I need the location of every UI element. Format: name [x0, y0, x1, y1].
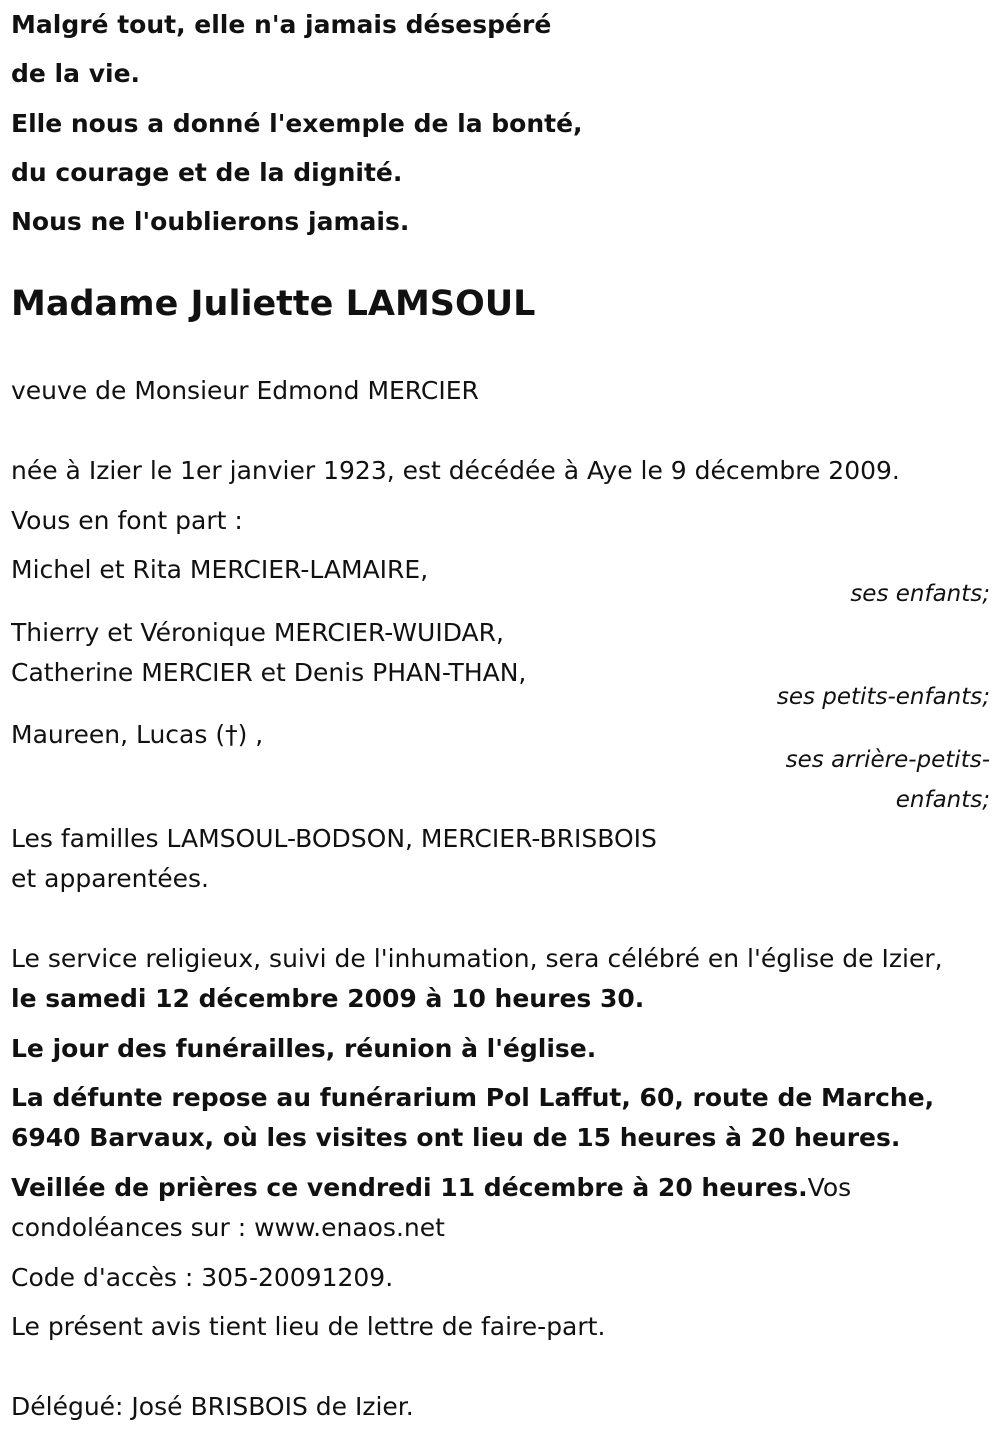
rest-location: 6940 Barvaux, où les visites ont lieu de 15 heures à 20 heures. — [11, 1123, 901, 1152]
condolences-line: condoléances sur : www.enaos.net — [11, 1213, 445, 1242]
grandchildren-label: ses petits-enfants; — [776, 684, 990, 710]
great-grandchildren-text: Maureen, Lucas ( — [11, 720, 226, 749]
delegate-line: Délégué: José BRISBOIS de Izier. — [11, 1392, 414, 1421]
service-date: le samedi 12 décembre 2009 à 10 heures 30. — [11, 984, 645, 1013]
announcers-intro: Vous en font part : — [11, 506, 243, 535]
rest-location: La défunte repose au funérarium Pol Laffut, 60, route de Marche, — [11, 1083, 935, 1112]
great-grandchildren-tail: ) , — [237, 720, 264, 749]
great-grandchildren-label: enfants; — [895, 787, 990, 813]
access-code: Code d'accès : 305-20091209. — [11, 1263, 394, 1292]
vigil-info: Veillée de prières ce vendredi 11 décembre à 20 heures. — [11, 1173, 808, 1202]
families-line: Les familles LAMSOUL-BODSON, MERCIER-BRISBOIS — [11, 824, 657, 853]
cross-icon: † — [225, 720, 238, 749]
epitaph-line: du courage et de la dignité. — [11, 158, 403, 187]
epitaph-line: de la vie. — [11, 59, 141, 88]
epitaph-line: Elle nous a donné l'exemple de la bonté, — [11, 109, 583, 138]
vigil-line — [11, 1173, 851, 1203]
birth-death: née à Izier le 1er janvier 1923, est décédée à Aye le 9 décembre 2009. — [11, 456, 900, 485]
grandchildren-line: Catherine MERCIER et Denis PHAN-THAN, — [11, 658, 527, 687]
epitaph-line: Nous ne l'oublierons jamais. — [11, 207, 410, 236]
service-line: Le service religieux, suivi de l'inhumation, sera célébré en l'église de Izier, — [11, 944, 943, 973]
notice-line: Le présent avis tient lieu de lettre de faire-part. — [11, 1312, 606, 1341]
widow-of: veuve de Monsieur Edmond MERCIER — [11, 376, 479, 405]
grandchildren-line: Thierry et Véronique MERCIER-WUIDAR, — [11, 618, 504, 647]
condolences-start: Vos — [807, 1173, 852, 1202]
great-grandchildren-label: ses arrière-petits- — [785, 747, 990, 773]
children-label: ses enfants; — [850, 581, 990, 607]
children-names: Michel et Rita MERCIER-LAMAIRE, — [11, 555, 429, 584]
epitaph-line: Malgré tout, elle n'a jamais désespéré — [11, 10, 552, 39]
gathering-info: Le jour des funérailles, réunion à l'église. — [11, 1034, 597, 1063]
families-line: et apparentées. — [11, 864, 209, 893]
deceased-name: Madame Juliette LAMSOUL — [11, 284, 536, 324]
great-grandchildren-names — [11, 720, 263, 750]
